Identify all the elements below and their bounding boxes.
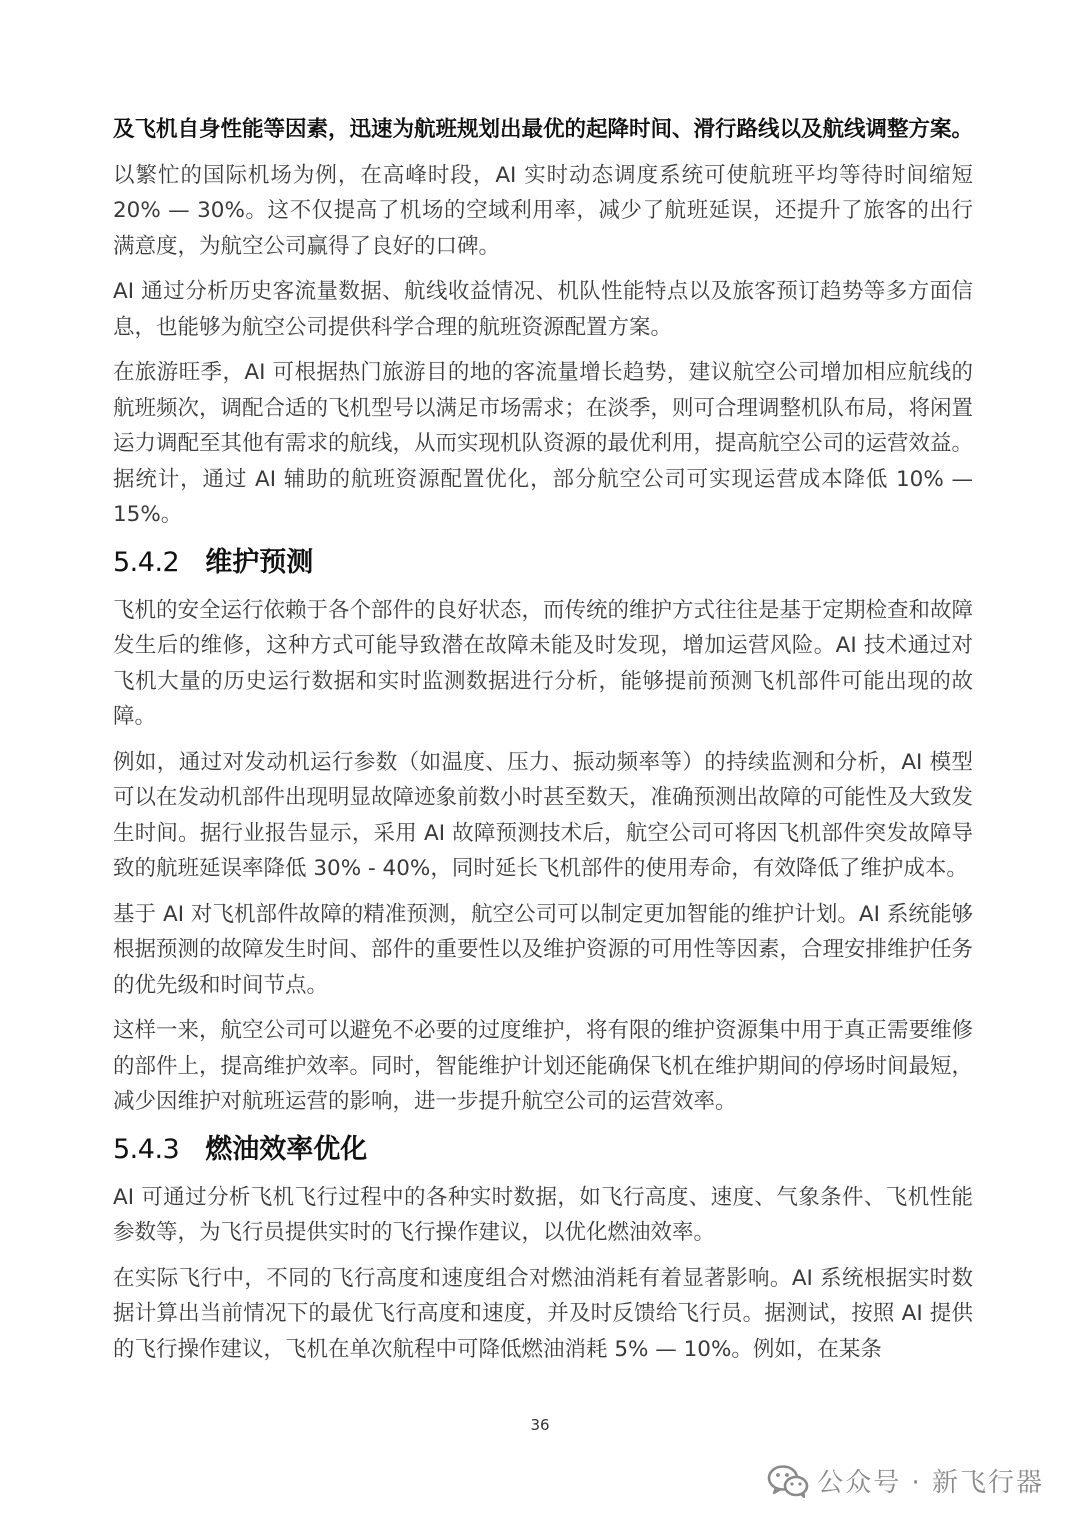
section-title: 燃油效率优化 (205, 1133, 368, 1165)
section-heading-5-4-3 (113, 1130, 973, 1170)
document-body (113, 112, 973, 1377)
section-heading-5-4-2 (113, 543, 973, 583)
lead-paragraph: 及飞机自身性能等因素，迅速为航班规划出最优的起降时间、滑行路线以及航线调整方案。 (113, 117, 974, 142)
page-number: 36 (530, 1416, 550, 1434)
paragraph: 基于 AI 对飞机部件故障的精准预测，航空公司可以制定更加智能的维护计划。AI 系统能够根据预测的故障发生时间、部件的重要性以及维护资源的可用性等因素，合理安排维护任务的优先级和时间节点。 (113, 901, 974, 998)
paragraph: AI 通过分析历史客流量数据、航线收益情况、机队性能特点以及旅客预订趋势等多方面信息，也能够为航空公司提供科学合理的航班资源配置方案。 (113, 279, 973, 340)
wechat-icon (767, 1464, 809, 1498)
section-number: 5.4.2 (113, 546, 180, 578)
paragraph: 在旅游旺季，AI 可根据热门旅游目的地的客流量增长趋势，建议航空公司增加相应航线的航班频次，调配合适的飞机型号以满足市场需求；在淡季，则可合理调整机队布局，将闲置运力调配至其他有需求的航线，从而实现机队资源的最优利用，提高航空公司的运营效益。据统计，通过 AI 辅助的航班资源配置优化，部分航空公司可实现运营成本降低 10% — 15%。 (113, 360, 974, 527)
section-title: 维护预测 (205, 546, 314, 578)
paragraph: 飞机的安全运行依赖于各个部件的良好状态，而传统的维护方式往往是基于定期检查和故障发生后的维修，这种方式可能导致潜在故障未能及时发现，增加运营风险。AI 技术通过对飞机大量的历史运行数据和实时监测数据进行分析，能够提前预测飞机部件可能出现的故障。 (113, 597, 974, 729)
section-number: 5.4.3 (113, 1133, 180, 1165)
paragraph: AI 可通过分析飞机飞行过程中的各种实时数据，如飞行高度、速度、气象条件、飞机性能参数等，为飞行员提供实时的飞行操作建议，以优化燃油效率。 (113, 1184, 973, 1245)
paragraph: 例如，通过对发动机运行参数（如温度、压力、振动频率等）的持续监测和分析，AI 模型可以在发动机部件出现明显故障迹象前数小时甚至数天，准确预测出故障的可能性及大致发生时间。据行业报告显示，采用 AI 故障预测技术后，航空公司可将因飞机部件突发故障导致的航班延误率降低 30% - 40%，同时延长飞机部件的使用寿命，有效降低了维护成本。 (113, 749, 974, 881)
paragraph: 在实际飞行中，不同的飞行高度和速度组合对燃油消耗有着显著影响。AI 系统根据实时数据计算出当前情况下的最优飞行高度和速度，并及时反馈给飞行员。据测试，按照 AI 提供的飞行操作建议，飞机在单次航程中可降低燃油消耗 5% — 10%。例如，在某条 (113, 1265, 973, 1362)
paragraph: 以繁忙的国际机场为例，在高峰时段，AI 实时动态调度系统可使航班平均等待时间缩短 20% — 30%。这不仅提高了机场的空域利用率，减少了航班延误，还提升了旅客的出行满意度，为航空公司赢得了良好的口碑。 (113, 162, 973, 259)
paragraph: 这样一来，航空公司可以避免不必要的过度维护，将有限的维护资源集中用于真正需要维修的部件上，提高维护效率。同时，智能维护计划还能确保飞机在维护期间的停场时间最短，减少因维护对航班运营的影响，进一步提升航空公司的运营效率。 (113, 1018, 974, 1114)
watermark (767, 1462, 1044, 1499)
watermark-text: 公众号 · 新飞行器 (817, 1468, 1044, 1498)
